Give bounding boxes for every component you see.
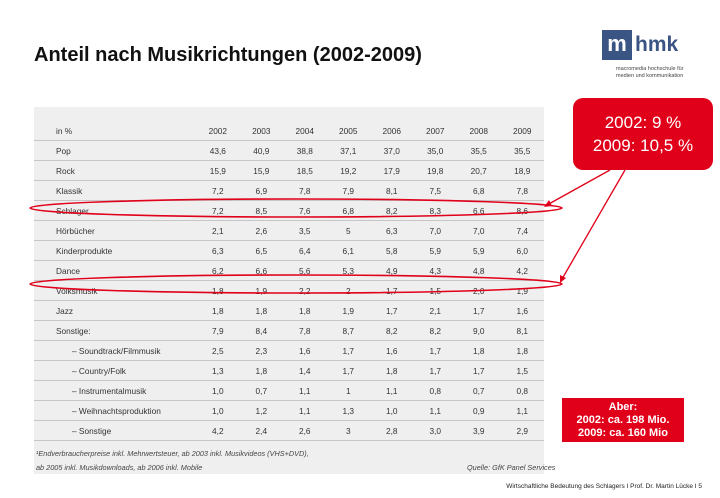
table-cell: 1,2 xyxy=(240,401,283,421)
table-row xyxy=(34,401,544,421)
table-row xyxy=(34,261,544,281)
table-cell: 2,1 xyxy=(414,301,457,321)
table-cell: 35,0 xyxy=(414,141,457,161)
table-cell: 2,9 xyxy=(500,421,544,441)
table-cell: 1,8 xyxy=(370,361,413,381)
table-cell: 0,7 xyxy=(457,381,500,401)
table-cell: 8,7 xyxy=(327,321,370,341)
row-label: Volksmusik xyxy=(34,281,196,301)
table-cell: 6,6 xyxy=(240,261,283,281)
table-cell: 7,2 xyxy=(196,181,239,201)
table-cell: 7,2 xyxy=(196,201,239,221)
table-cell: 1,8 xyxy=(283,301,326,321)
table-cell: 4,2 xyxy=(500,261,544,281)
table-cell: 38,8 xyxy=(283,141,326,161)
table-cell: 2,8 xyxy=(370,421,413,441)
table-cell: 0,7 xyxy=(240,381,283,401)
table-cell: 7,6 xyxy=(283,201,326,221)
row-label: Jazz xyxy=(34,301,196,321)
table-cell: 8,5 xyxy=(240,201,283,221)
table-cell: 15,9 xyxy=(196,161,239,181)
logo-subtitle xyxy=(602,66,702,80)
table-cell: 1,8 xyxy=(500,341,544,361)
year-header: 2007 xyxy=(414,121,457,141)
table-row xyxy=(34,221,544,241)
hmk-logo xyxy=(602,30,702,80)
year-header: 2003 xyxy=(240,121,283,141)
table-cell: 1,0 xyxy=(196,401,239,421)
callout-line: 2009: 10,5 % xyxy=(592,136,694,155)
table-cell: 8,6 xyxy=(500,201,544,221)
table-cell: 19,8 xyxy=(414,161,457,181)
table-cell: 2,4 xyxy=(240,421,283,441)
table-row xyxy=(34,381,544,401)
table-cell: 1,1 xyxy=(414,401,457,421)
logo-mark: m xyxy=(602,30,632,60)
table-row xyxy=(34,281,544,301)
table-cell: 1,9 xyxy=(500,281,544,301)
table-cell: 1,3 xyxy=(196,361,239,381)
table-cell: 8,4 xyxy=(240,321,283,341)
table-cell: 1,9 xyxy=(327,301,370,321)
table-cell: 6,5 xyxy=(240,241,283,261)
year-header: 2004 xyxy=(283,121,326,141)
table-cell: 1,8 xyxy=(457,341,500,361)
table-cell: 1,8 xyxy=(196,281,239,301)
slide-title: Anteil nach Musikrichtungen (2002-2009) xyxy=(34,44,422,66)
table-row xyxy=(34,141,544,161)
table-cell: 3,5 xyxy=(283,221,326,241)
table-cell: 1,0 xyxy=(370,401,413,421)
table-cell: 7,8 xyxy=(283,321,326,341)
volume-callout xyxy=(562,398,684,442)
table-cell: 5,9 xyxy=(457,241,500,261)
table-cell: 0,8 xyxy=(414,381,457,401)
table-cell: 1,6 xyxy=(370,341,413,361)
year-header: 2009 xyxy=(500,121,544,141)
row-label: Hörbücher xyxy=(34,221,196,241)
table-cell: 2,0 xyxy=(457,281,500,301)
data-table-panel xyxy=(34,107,544,474)
table-cell: 18,5 xyxy=(283,161,326,181)
table-row xyxy=(34,421,544,441)
table-cell: 6,1 xyxy=(327,241,370,261)
table-cell: 2,1 xyxy=(196,221,239,241)
table-cell: 1,6 xyxy=(500,301,544,321)
table-cell: 1,1 xyxy=(283,401,326,421)
table-cell: 7,8 xyxy=(283,181,326,201)
unit-header: in % xyxy=(34,121,196,141)
table-cell: 1,7 xyxy=(327,361,370,381)
table-cell: 8,2 xyxy=(414,321,457,341)
row-label: Schlager xyxy=(34,201,196,221)
table-cell: 1,1 xyxy=(370,381,413,401)
table-cell: 5,9 xyxy=(414,241,457,261)
table-cell: 1,8 xyxy=(240,301,283,321)
table-cell: 18,9 xyxy=(500,161,544,181)
table-cell: 2 xyxy=(327,281,370,301)
table-cell: 1,7 xyxy=(370,281,413,301)
table-cell: 7,9 xyxy=(327,181,370,201)
table-cell: 5,8 xyxy=(370,241,413,261)
row-label: Sonstige: xyxy=(34,321,196,341)
table-cell: 6,8 xyxy=(457,181,500,201)
table-cell: 37,1 xyxy=(327,141,370,161)
table-cell: 1,5 xyxy=(414,281,457,301)
table-cell: 35,5 xyxy=(457,141,500,161)
table-cell: 1,6 xyxy=(283,341,326,361)
table-cell: 1,7 xyxy=(414,361,457,381)
table-cell: 1,9 xyxy=(240,281,283,301)
table-row xyxy=(34,341,544,361)
row-label: – Weihnachtsproduktion xyxy=(34,401,196,421)
table-row xyxy=(34,161,544,181)
logo-subtitle-line: macromedia hochschule für xyxy=(616,66,684,72)
table-cell: 1,8 xyxy=(196,301,239,321)
table-cell: 6,3 xyxy=(370,221,413,241)
table-row xyxy=(34,361,544,381)
table-cell: 1,8 xyxy=(240,361,283,381)
table-cell: 1,0 xyxy=(196,381,239,401)
table-cell: 6,8 xyxy=(327,201,370,221)
table-cell: 5,3 xyxy=(327,261,370,281)
table-cell: 1,1 xyxy=(500,401,544,421)
year-header: 2008 xyxy=(457,121,500,141)
table-cell: 4,2 xyxy=(196,421,239,441)
table-cell: 19,2 xyxy=(327,161,370,181)
table-cell: 2,6 xyxy=(240,221,283,241)
table-cell: 8,2 xyxy=(370,321,413,341)
table-cell: 7,9 xyxy=(196,321,239,341)
table-cell: 9,0 xyxy=(457,321,500,341)
table-cell: 7,0 xyxy=(414,221,457,241)
table-cell: 7,5 xyxy=(414,181,457,201)
footnote-line-2: ab 2005 inkl. Musikdownloads, ab 2006 inkl. Mobile xyxy=(36,463,203,472)
table-cell: 5,6 xyxy=(283,261,326,281)
row-label: – Country/Folk xyxy=(34,361,196,381)
table-cell: 8,1 xyxy=(500,321,544,341)
table-cell: 7,0 xyxy=(457,221,500,241)
table-cell: 2,2 xyxy=(283,281,326,301)
table-header-row xyxy=(34,121,544,141)
table-cell: 1 xyxy=(327,381,370,401)
table-cell: 6,2 xyxy=(196,261,239,281)
table-cell: 1,5 xyxy=(500,361,544,381)
table-cell: 3,9 xyxy=(457,421,500,441)
table-cell: 1,1 xyxy=(283,381,326,401)
table-cell: 6,9 xyxy=(240,181,283,201)
callout-line: 2009: ca. 160 Mio xyxy=(578,426,668,439)
year-header: 2002 xyxy=(196,121,239,141)
row-label: – Sonstige xyxy=(34,421,196,441)
logo-subtitle-line: medien und kommunikation xyxy=(616,73,684,79)
table-cell: 43,6 xyxy=(196,141,239,161)
table-cell: 17,9 xyxy=(370,161,413,181)
callout-line: 2002: ca. 198 Mio. xyxy=(576,413,670,426)
table-cell: 1,7 xyxy=(414,341,457,361)
source-note: Quelle: GfK Panel Services xyxy=(467,463,556,472)
table-cell: 3 xyxy=(327,421,370,441)
year-header: 2006 xyxy=(370,121,413,141)
table-cell: 4,8 xyxy=(457,261,500,281)
table-cell: 0,8 xyxy=(500,381,544,401)
table-cell: 5 xyxy=(327,221,370,241)
table-cell: 6,4 xyxy=(283,241,326,261)
share-callout xyxy=(573,98,713,170)
table-cell: 15,9 xyxy=(240,161,283,181)
row-label: – Instrumentalmusik xyxy=(34,381,196,401)
table-cell: 4,9 xyxy=(370,261,413,281)
table-cell: 1,7 xyxy=(327,341,370,361)
table-cell: 1,7 xyxy=(370,301,413,321)
arrowhead-icon xyxy=(544,200,552,207)
table-cell: 2,6 xyxy=(283,421,326,441)
table-cell: 20,7 xyxy=(457,161,500,181)
footnote-line-1: ¹Endverbraucherpreise inkl. Mehrwertsteuer, ab 2003 inkl. Musikvideos (VHS+DVD), xyxy=(36,449,309,458)
table-cell: 6,0 xyxy=(500,241,544,261)
table-row xyxy=(34,321,544,341)
table-cell: 40,9 xyxy=(240,141,283,161)
table-cell: 7,4 xyxy=(500,221,544,241)
logo-name: hmk xyxy=(635,33,679,56)
slide-footer: Wirtschaftliche Bedeutung des Schlagers I Prof. Dr. Martin Lücke I 5 xyxy=(506,483,702,490)
table-cell: 1,3 xyxy=(327,401,370,421)
table-cell: 6,3 xyxy=(196,241,239,261)
table-cell: 1,7 xyxy=(457,301,500,321)
table-cell: 8,3 xyxy=(414,201,457,221)
row-label: Kinderprodukte xyxy=(34,241,196,261)
table-cell: 35,5 xyxy=(500,141,544,161)
arrow-to-volksmusik xyxy=(562,170,625,279)
table-row xyxy=(34,241,544,261)
arrowhead-icon xyxy=(560,275,566,283)
table-cell: 6,6 xyxy=(457,201,500,221)
row-label: Dance xyxy=(34,261,196,281)
table-row xyxy=(34,181,544,201)
table-cell: 4,3 xyxy=(414,261,457,281)
row-label: – Soundtrack/Filmmusik xyxy=(34,341,196,361)
table-cell: 2,5 xyxy=(196,341,239,361)
table-row xyxy=(34,301,544,321)
table-cell: 7,8 xyxy=(500,181,544,201)
callout-line: 2002: 9 % xyxy=(604,113,682,132)
table-cell: 2,3 xyxy=(240,341,283,361)
arrow-to-schlager xyxy=(547,170,610,205)
table-row xyxy=(34,201,544,221)
row-label: Klassik xyxy=(34,181,196,201)
table-cell: 3,0 xyxy=(414,421,457,441)
table-cell: 8,2 xyxy=(370,201,413,221)
row-label: Pop xyxy=(34,141,196,161)
table-cell: 0,9 xyxy=(457,401,500,421)
table-cell: 8,1 xyxy=(370,181,413,201)
row-label: Rock xyxy=(34,161,196,181)
table-cell: 37,0 xyxy=(370,141,413,161)
callout-line: Aber: xyxy=(608,400,638,413)
table-cell: 1,4 xyxy=(283,361,326,381)
year-header: 2005 xyxy=(327,121,370,141)
genre-share-table xyxy=(34,121,544,441)
table-cell: 1,7 xyxy=(457,361,500,381)
